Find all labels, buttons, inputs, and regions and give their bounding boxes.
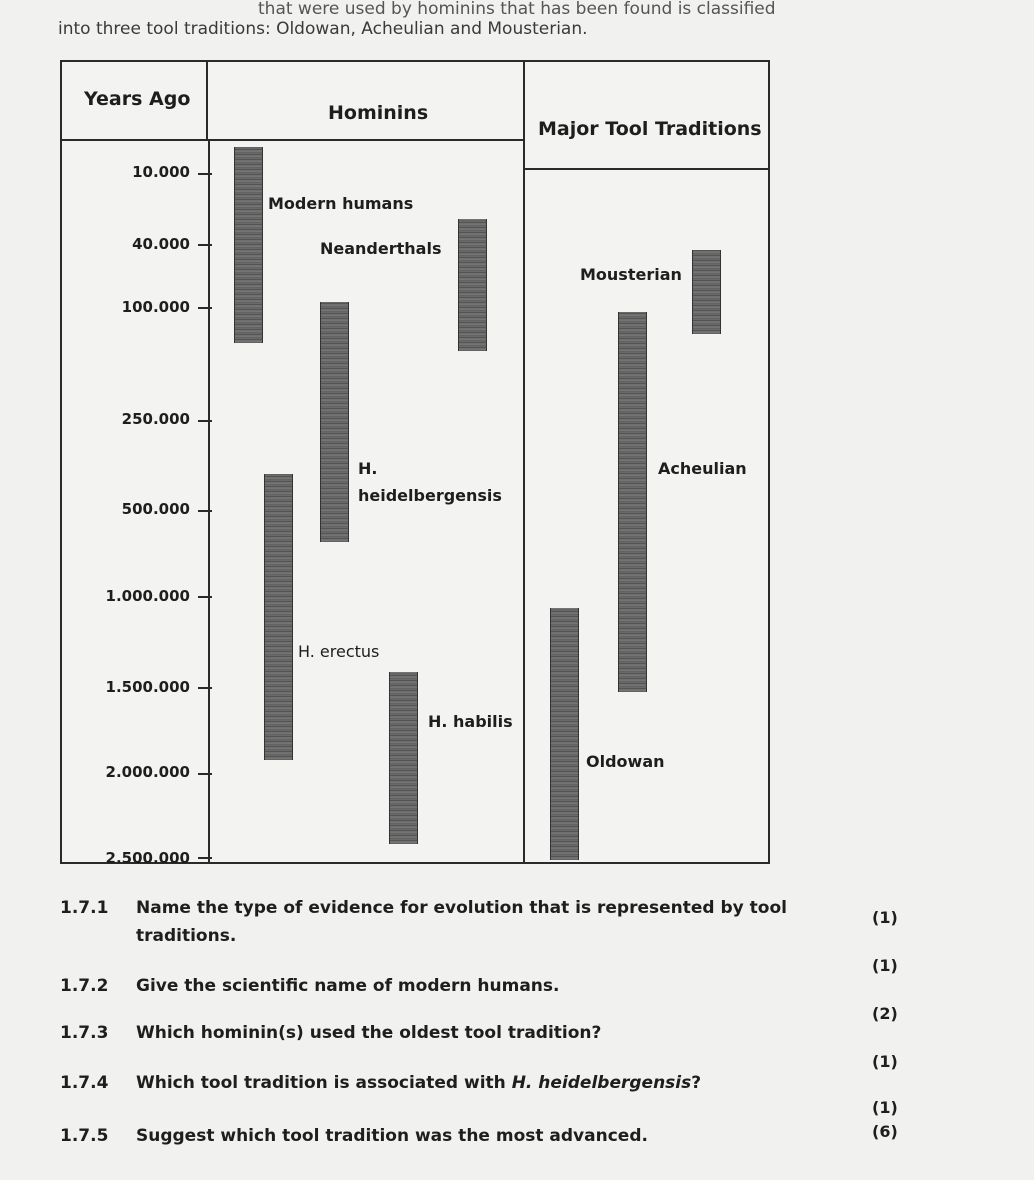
bar-h-heidelbergensis [320,302,349,542]
tick-label: 2.500.000 [105,849,190,867]
tick-label: 100.000 [121,298,190,316]
time-axis [208,141,210,862]
bar-oldowan [550,608,579,860]
label-acheulian: Acheulian [658,459,747,478]
tick-label: 1.000.000 [105,587,190,605]
intro-line-2: into three tool traditions: Oldowan, Acheulian and Mousterian. [58,19,588,39]
mark-1-7-3: (2) [872,1004,898,1023]
tick-label: 40.000 [132,235,190,253]
bar-h-habilis [389,672,418,844]
mark-1-7-1: (1) [872,908,898,927]
question-1-7-2: 1.7.2 Give the scientific name of modern humans. [60,976,560,996]
question-1-7-5: 1.7.5 Suggest which tool tradition was the most advanced. [60,1126,648,1146]
tick-label: 10.000 [132,163,190,181]
label-neanderthals: Neanderthals [320,239,442,258]
question-1-7-1-cont: traditions. [136,926,237,946]
mark-1-7-4: (1) [872,1052,898,1071]
mark-1-7-2: (1) [872,956,898,975]
bar-neanderthals [458,219,487,351]
mark-1-7-5: (1) [872,1098,898,1117]
label-h-erectus: H. erectus [298,642,380,661]
bar-mousterian [692,250,721,334]
total-mark: (6) [872,1122,898,1141]
label-h-heidelbergensis-1: H. [358,459,378,478]
header-tool-traditions: Major Tool Traditions [538,118,762,140]
bar-modern-humans [234,147,263,343]
header-years-ago: Years Ago [84,88,191,110]
tick-label: 2.000.000 [105,763,190,781]
question-1-7-3: 1.7.3 Which hominin(s) used the oldest tool tradition? [60,1023,602,1043]
label-h-habilis: H. habilis [428,712,513,731]
label-h-heidelbergensis-2: heidelbergensis [358,486,502,505]
label-mousterian: Mousterian [580,265,682,284]
label-modern-humans: Modern humans [268,194,414,213]
intro-line-1: that were used by hominins that has been found is classified [258,0,776,19]
bar-acheulian [618,312,647,692]
header-hominins: Hominins [328,102,429,124]
timeline-table [60,60,770,867]
tick-label: 500.000 [121,500,190,518]
tick-label: 250.000 [121,410,190,428]
tick-label: 1.500.000 [105,678,190,696]
bar-h-erectus [264,474,293,760]
label-oldowan: Oldowan [586,752,665,771]
question-1-7-1: 1.7.1 Name the type of evidence for evolution that is represented by tool [60,898,787,918]
question-1-7-4: 1.7.4 Which tool tradition is associated with H. heidelbergensis? [60,1073,702,1093]
